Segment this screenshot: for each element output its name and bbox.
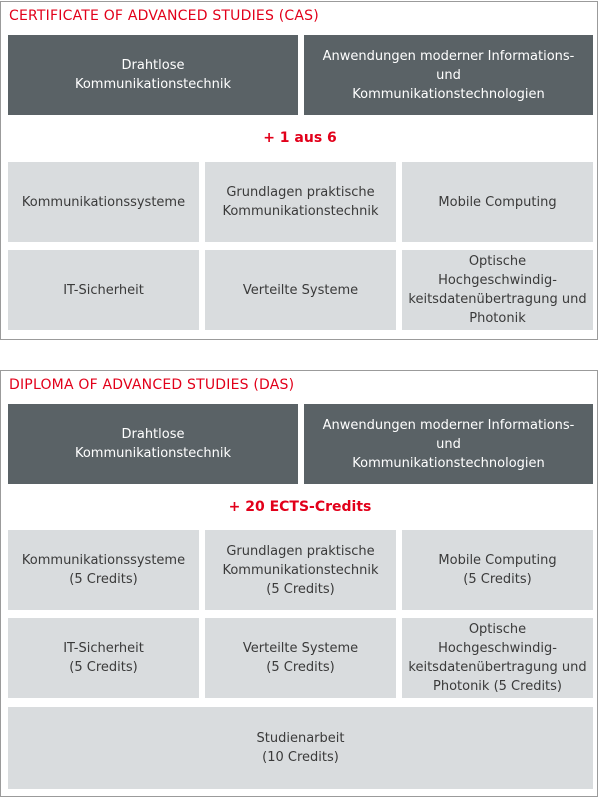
cas-elective-mobile-computing <box>402 162 593 242</box>
box-line: Photonik (5 Credits) <box>432 679 562 694</box>
cas-elective-it-sicherheit <box>8 250 199 330</box>
box-line: Kommunikationstechnik <box>222 562 379 578</box>
das-core-applications <box>304 404 593 484</box>
box-line: (10 Credits) <box>262 750 339 765</box>
box-line: IT-Sicherheit <box>63 641 144 656</box>
box-line: Kommunikationssysteme <box>21 553 186 568</box>
das-panel <box>0 370 598 797</box>
das-elective-optische <box>402 618 593 698</box>
das-core-wireless <box>8 404 298 484</box>
das-elective-grundlagen <box>205 530 396 610</box>
das-studienarbeit <box>8 707 593 789</box>
box-line: Optische Hochgeschwindig- <box>438 254 557 288</box>
cas-core-applications <box>304 35 593 115</box>
box-line: Grundlagen praktische <box>226 185 375 200</box>
cas-elective-verteilte-systeme <box>205 250 396 330</box>
box-line: Kommunikationstechnologien <box>352 455 545 471</box>
box-line: Optische Hochgeschwindig- <box>438 622 557 656</box>
box-line: Mobile Computing <box>438 194 557 210</box>
box-line: Verteilte Systeme <box>242 282 359 298</box>
box-line: (5 Credits) <box>69 572 138 587</box>
box-line: Kommunikationstechnik <box>74 77 232 92</box>
das-title: DIPLOMA OF ADVANCED STUDIES (DAS) <box>9 377 295 393</box>
das-elective-it-sicherheit <box>8 618 199 698</box>
box-line: keitsdatenübertragung und <box>408 292 587 307</box>
box-line: Drahtlose <box>121 58 185 73</box>
box-line: Mobile Computing <box>438 553 557 568</box>
box-line: (5 Credits) <box>266 581 335 597</box>
box-line: Drahtlose <box>121 427 185 442</box>
box-line: Verteilte Systeme <box>242 641 359 656</box>
box-line: Kommunikationstechnik <box>74 446 232 461</box>
cas-elective-grundlagen <box>205 162 396 242</box>
box-line: (5 Credits) <box>266 660 335 675</box>
cas-plus-label: + 1 aus 6 <box>263 130 337 146</box>
box-line: Kommunikationssysteme <box>21 194 186 210</box>
box-line: Studienarbeit <box>256 731 345 746</box>
box-line: (5 Credits) <box>69 660 138 675</box>
box-line: Photonik <box>469 311 526 326</box>
cas-core-wireless <box>8 35 298 115</box>
box-line: (5 Credits) <box>463 572 532 587</box>
das-plus-label: + 20 ECTS-Credits <box>228 499 372 515</box>
box-line: Grundlagen praktische <box>226 543 375 559</box>
box-line: Kommunikationstechnologien <box>352 86 545 102</box>
cas-elective-optische <box>402 250 593 330</box>
box-line: Anwendungen moderner Informations- und <box>322 417 575 452</box>
cas-panel <box>0 1 598 340</box>
box-line: IT-Sicherheit <box>63 282 144 298</box>
das-elective-mobile-computing <box>402 530 593 610</box>
das-elective-verteilte-systeme <box>205 618 396 698</box>
box-line: Kommunikationstechnik <box>222 204 379 219</box>
cas-elective-kommunikationssysteme <box>8 162 199 242</box>
das-elective-kommunikationssysteme <box>8 530 199 610</box>
box-line: keitsdatenübertragung und <box>408 660 587 675</box>
cas-title: CERTIFICATE OF ADVANCED STUDIES (CAS) <box>9 8 319 24</box>
box-line: Anwendungen moderner Informations- und <box>322 48 575 83</box>
